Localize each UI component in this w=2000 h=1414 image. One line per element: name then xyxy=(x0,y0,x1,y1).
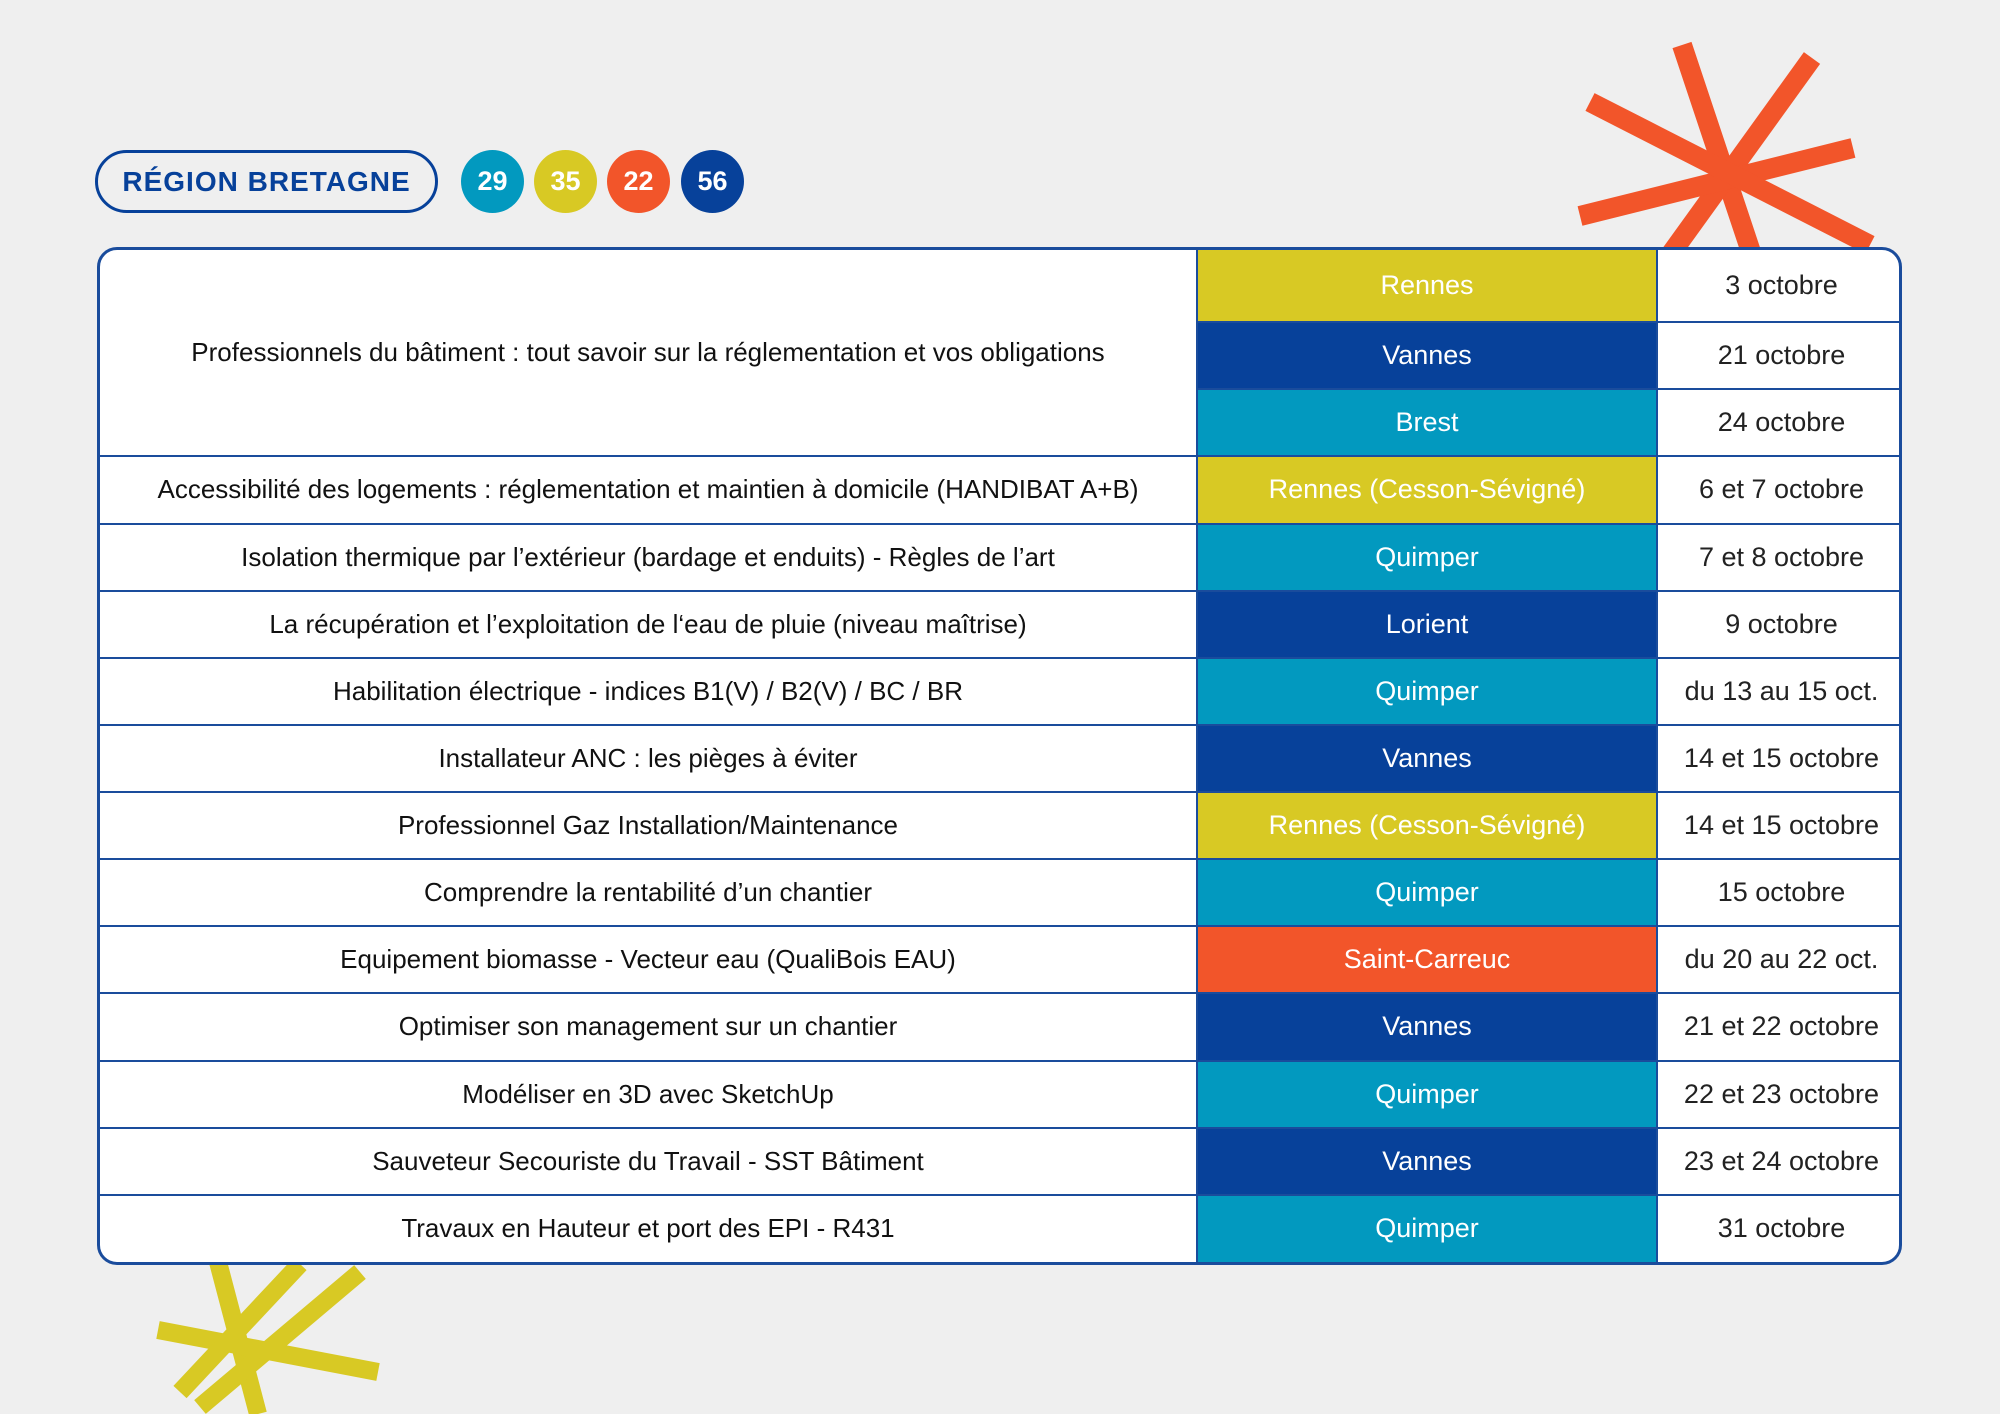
training-title: Travaux en Hauteur et port des EPI - R431 xyxy=(100,1195,1197,1262)
table-row xyxy=(100,993,1902,1060)
training-city: Vannes xyxy=(1197,322,1657,389)
training-city: Quimper xyxy=(1197,658,1657,725)
table-row xyxy=(100,524,1902,591)
training-city: Quimper xyxy=(1197,524,1657,591)
table-row xyxy=(100,926,1902,993)
training-city: Rennes (Cesson-Sévigné) xyxy=(1197,456,1657,523)
training-date: 31 octobre xyxy=(1657,1195,1902,1262)
training-date: du 20 au 22 oct. xyxy=(1657,926,1902,993)
department-badge-29: 29 xyxy=(461,150,524,213)
training-title: Sauveteur Secouriste du Travail - SST Bâtiment xyxy=(100,1128,1197,1195)
training-date: 15 octobre xyxy=(1657,859,1902,926)
department-badge-56: 56 xyxy=(681,150,744,213)
table-row xyxy=(100,456,1902,523)
training-date: 23 et 24 octobre xyxy=(1657,1128,1902,1195)
training-city: Vannes xyxy=(1197,725,1657,792)
training-date: du 13 au 15 oct. xyxy=(1657,658,1902,725)
training-title: Professionnel Gaz Installation/Maintenance xyxy=(100,792,1197,859)
asterisk-icon xyxy=(150,1262,390,1414)
training-city: Quimper xyxy=(1197,1195,1657,1262)
training-date: 9 octobre xyxy=(1657,591,1902,658)
table-row xyxy=(100,591,1902,658)
training-date: 14 et 15 octobre xyxy=(1657,725,1902,792)
training-title: Isolation thermique par l’extérieur (bardage et enduits) - Règles de l’art xyxy=(100,524,1197,591)
training-city: Quimper xyxy=(1197,859,1657,926)
table-row xyxy=(100,725,1902,792)
training-city: Saint-Carreuc xyxy=(1197,926,1657,993)
training-schedule-table xyxy=(97,247,1902,1265)
training-date: 21 et 22 octobre xyxy=(1657,993,1902,1060)
training-date: 21 octobre xyxy=(1657,322,1902,389)
training-city: Lorient xyxy=(1197,591,1657,658)
table-row xyxy=(100,859,1902,926)
training-date: 22 et 23 octobre xyxy=(1657,1061,1902,1128)
training-title: La récupération et l’exploitation de l‘eau de pluie (niveau maîtrise) xyxy=(100,591,1197,658)
training-city: Rennes xyxy=(1197,250,1657,322)
training-title: Optimiser son management sur un chantier xyxy=(100,993,1197,1060)
training-date: 3 octobre xyxy=(1657,250,1902,322)
asterisk-icon xyxy=(1560,30,1880,255)
training-city: Vannes xyxy=(1197,993,1657,1060)
training-title: Comprendre la rentabilité d’un chantier xyxy=(100,859,1197,926)
training-city: Brest xyxy=(1197,389,1657,456)
training-date: 6 et 7 octobre xyxy=(1657,456,1902,523)
region-badge: RÉGION BRETAGNE xyxy=(95,150,438,213)
table-row xyxy=(100,1061,1902,1128)
department-badge-35: 35 xyxy=(534,150,597,213)
training-date: 14 et 15 octobre xyxy=(1657,792,1902,859)
training-title: Professionnels du bâtiment : tout savoir sur la réglementation et vos obligations xyxy=(100,250,1197,456)
training-city: Vannes xyxy=(1197,1128,1657,1195)
table-row xyxy=(100,1195,1902,1262)
table-row xyxy=(100,250,1902,322)
training-title: Installateur ANC : les pièges à éviter xyxy=(100,725,1197,792)
training-city: Rennes (Cesson-Sévigné) xyxy=(1197,792,1657,859)
table-row xyxy=(100,1128,1902,1195)
training-date: 24 octobre xyxy=(1657,389,1902,456)
training-title: Modéliser en 3D avec SketchUp xyxy=(100,1061,1197,1128)
training-date: 7 et 8 octobre xyxy=(1657,524,1902,591)
table-row xyxy=(100,792,1902,859)
training-city: Quimper xyxy=(1197,1061,1657,1128)
table-row xyxy=(100,658,1902,725)
training-title: Accessibilité des logements : réglementation et maintien à domicile (HANDIBAT A+B) xyxy=(100,456,1197,523)
department-badge-22: 22 xyxy=(607,150,670,213)
training-title: Equipement biomasse - Vecteur eau (QualiBois EAU) xyxy=(100,926,1197,993)
training-title: Habilitation électrique - indices B1(V) / B2(V) / BC / BR xyxy=(100,658,1197,725)
